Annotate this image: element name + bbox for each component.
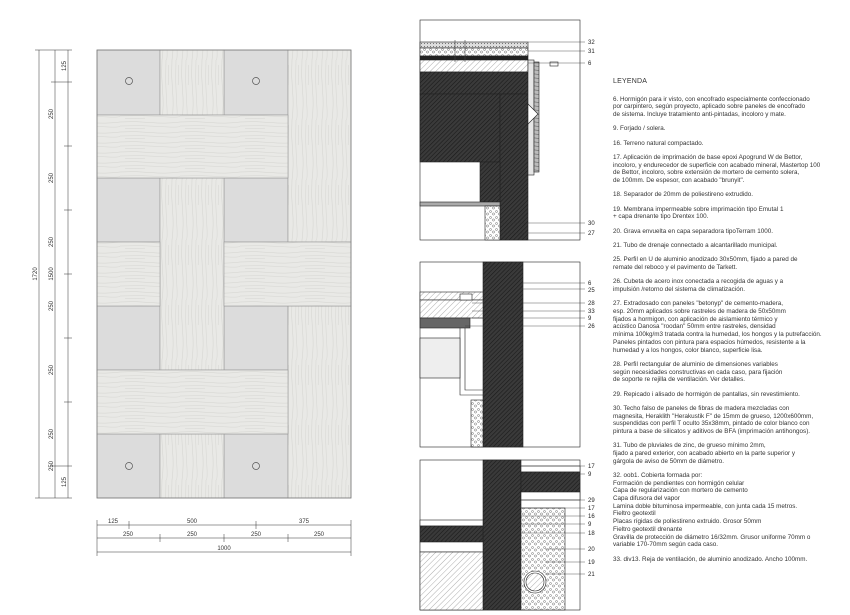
section-middle-labels [588,281,595,330]
callout-label: 6 [588,281,592,287]
dim-seg-label: 250 [49,364,55,376]
callout-label: 17 [588,506,595,512]
dim-total-label: 1000 [217,546,231,552]
dim-top-label: 125 [107,519,119,525]
dim-seg-label: 250 [49,172,55,184]
callout-label: 9 [588,316,592,322]
dim-seg-label: 250 [49,300,55,312]
callout-label: 25 [588,288,595,294]
dim-mid-label: 250 [250,532,262,538]
callout-label: 17 [588,464,595,470]
construction-sections [405,0,605,615]
section-top [420,20,580,240]
section-middle [420,262,580,447]
legend-item: 9. Forjado / solera. [613,125,666,133]
legend-item: 33. div13. Reja de ventilación, de aluminio anodizado. Ancho 100mm. [613,555,808,563]
legend-item: 17. Aplicación de imprimación de base epoxi Apogrund W de Bettor, incoloro, y endurecedor de superficie con acabado mineral, Mastertop 100 de Bettor, incoloro, sobre extensión de mortero de cemento solera, de 100mm. De espesor, con acabado "brunyit". [613,154,821,185]
dim-top-label: 375 [298,519,310,525]
legend-item: 32. oob1. Cobierta formada por: Formación de pendientes con hormigón celular Capa de regularización con mortero de cemento Capa difusora del vapor Lamina doble bituminosa impermeable, con junta cada 15 metros. Fieltro geotextil Placas rígidas de poliestireno extruido. Grosor 50mm Fieltro geotextil drenante Gravilla de protección de diámetro 16/32mm. Grusor uniforme 70mm o variable 170-70mm según cada caso. [613,471,811,549]
legend-title: LEYENDA [613,78,648,85]
dim-mid-label: 250 [313,532,325,538]
dim-sub-label: 1500 [49,267,55,281]
callout-label: 9 [588,522,592,528]
callout-label: 26 [588,324,595,330]
callout-label: 30 [588,221,595,227]
legend-item: 25. Perfil en U de aluminio anodizado 30x50mm, fijado a pared de remate del reboco y el pavimento de Tarkett. [613,256,798,271]
dim-seg-label: 125 [62,476,68,488]
callout-label: 28 [588,301,595,307]
callout-label: 19 [588,560,595,566]
dim-seg-label: 250 [49,460,55,472]
dim-seg-label: 250 [49,236,55,248]
paving-plan [0,0,400,615]
legend-item: 18. Separador de 20mm de poliestireno extrudido. [613,191,754,199]
callout-label: 29 [588,498,595,504]
dim-top-label: 500 [186,519,198,525]
vertical-dimension-labels [33,60,68,487]
callout-label: 6 [588,61,592,67]
section-bottom [420,460,580,610]
legend-item: 16. Terreno natural compactado. [613,139,704,147]
callout-label: 9 [588,472,592,478]
callout-label: 33 [588,309,595,315]
dim-total-label: 1720 [33,267,39,281]
callout-label: 31 [588,49,595,55]
section-bottom-labels [588,464,595,578]
dim-seg-label: 250 [49,108,55,120]
legend-item: 29. Repicado i alisado de hormigón de pantallas, sin revestimiento. [613,390,800,398]
dim-mid-label: 250 [122,532,134,538]
legend-item: 21. Tubo de drenaje connectado a alcantarillado municipal. [613,242,778,249]
legend-item: 6. Hormigón para ir visto, con encofrado especialmente confeccionado por carpintero, según proyecto, aplicado sobre paneles de encofrado de sistema. Incluye tratamiento anti-pintadas, incoloro y mate. [613,95,810,119]
callout-label: 21 [588,572,595,578]
legend-item: 31. Tubo de pluviales de zinc, de grueso mínimo 2mm, fijado a pared exterior, con acabado abierto en la parte superior y gárgola de aviso de 50mm de diámetro. [613,442,796,465]
callout-label: 18 [588,531,595,537]
legend-item: 30. Techo falso de paneles de fibras de madera mezcladas con magnesita, Heraklith "Herakustik F" de 15mm de grueso, 1200x600mm, suspendidas con perfil T oculto 35x38mm, pintado de color blanco con pintura a base de silicatos y aditivos de BFA (imprimación antihongos). [613,404,814,435]
legend-item: 19. Membrana impermeable sobre imprimación tipo Emutal 1 + capa drenante tipo Drentex 100. [613,205,784,221]
section-top-labels [588,40,595,237]
legend [613,78,845,570]
legend-item: 28. Perfil rectangular de aluminio de dimensiones variables según necesidades constructivas en cada caso, para fijación de soporte re rejilla de ventilación. Ver detalles. [613,360,783,384]
dim-seg-label: 250 [49,428,55,440]
horizontal-dimension-labels [108,519,325,552]
legend-item: 20. Grava envuelta en capa separadora tipoTerram 1000. [613,227,773,235]
callout-label: 20 [588,547,595,553]
legend-item: 27. Extradosado con paneles "betonyp" de cemento-madera, esp. 20mm aplicados sobre rastreles de madera de 50x50mm fijados a hormigon, con aplicación de aislamiento térmico y acústico Danosa "roodan" 50mm entre rastreles, densidad mínima 100kg/m3 tratada contra la humedad, los hongos y la putrefacción. Paneles pintados con pintura para espacios húmedos, resistente a la humedad y a los hongos, color blanco, superficie lisa. [613,300,822,354]
callout-label: 16 [588,514,595,520]
callout-label: 27 [588,231,595,237]
legend-item: 26. Cubeta de acero inox conectada a recogida de aguas y a impulsión /retorno del sistema de climatización. [613,278,784,293]
dim-seg-label: 125 [62,60,68,72]
callout-label: 32 [588,40,595,46]
dim-mid-label: 250 [186,532,198,538]
